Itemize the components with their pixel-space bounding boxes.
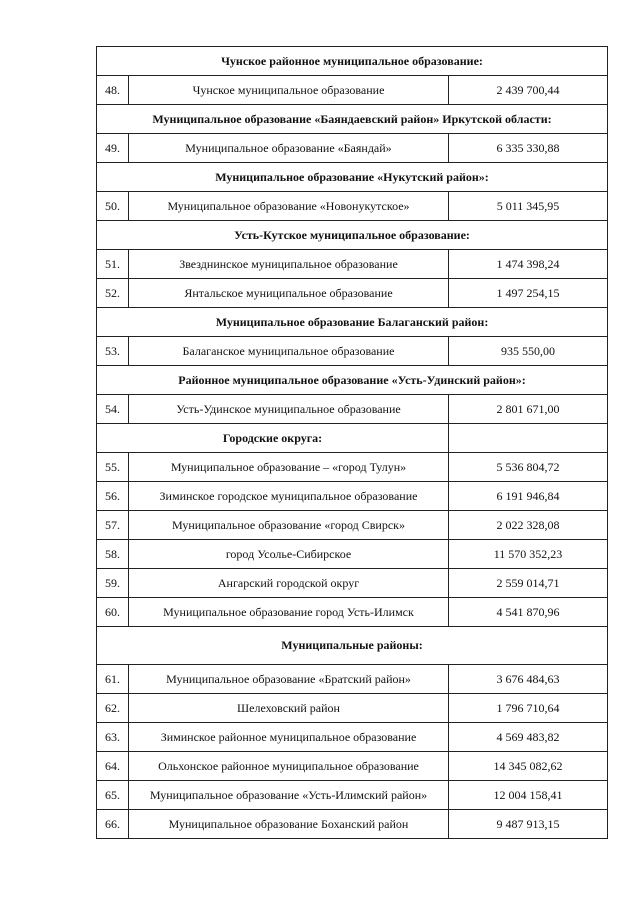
section-row: [97, 627, 608, 665]
row-amount: 2 022 328,08: [449, 511, 608, 540]
row-amount: 6 191 946,84: [449, 482, 608, 511]
row-number: 56.: [97, 482, 129, 511]
row-number: 62.: [97, 694, 129, 723]
row-number: 48.: [97, 76, 129, 105]
row-number: 65.: [97, 781, 129, 810]
row-number: 57.: [97, 511, 129, 540]
row-number: 49.: [97, 134, 129, 163]
row-amount: 12 004 158,41: [449, 781, 608, 810]
row-amount: 4 569 483,82: [449, 723, 608, 752]
section-title: Муниципальное образование «Нукутский район»:: [97, 163, 608, 192]
section-row: [97, 47, 608, 76]
section-row: [97, 366, 608, 395]
row-name: Зиминское городское муниципальное образование: [129, 482, 449, 511]
row-number: 50.: [97, 192, 129, 221]
section-title: Муниципальные районы:: [97, 627, 608, 665]
table-row: [97, 511, 608, 540]
row-name: Ольхонское районное муниципальное образование: [129, 752, 449, 781]
table-row: [97, 723, 608, 752]
row-number: 51.: [97, 250, 129, 279]
table-row: [97, 598, 608, 627]
row-name: Муниципальное образование «Братский район»: [129, 665, 449, 694]
row-amount: 9 487 913,15: [449, 810, 608, 839]
row-name: Муниципальное образование – «город Тулун»: [129, 453, 449, 482]
row-name: Звезднинское муниципальное образование: [129, 250, 449, 279]
row-name: Шелеховский район: [129, 694, 449, 723]
row-amount: 2 439 700,44: [449, 76, 608, 105]
row-number: 66.: [97, 810, 129, 839]
row-name: город Усолье-Сибирское: [129, 540, 449, 569]
row-number: 64.: [97, 752, 129, 781]
section-row: [97, 105, 608, 134]
row-amount: 14 345 082,62: [449, 752, 608, 781]
row-name: Муниципальное образование «Усть-Илимский район»: [129, 781, 449, 810]
row-amount: 11 570 352,23: [449, 540, 608, 569]
table-row: [97, 752, 608, 781]
row-name: Балаганское муниципальное образование: [129, 337, 449, 366]
row-number: 52.: [97, 279, 129, 308]
table-row: [97, 134, 608, 163]
row-name: Зиминское районное муниципальное образование: [129, 723, 449, 752]
row-amount: 1 796 710,64: [449, 694, 608, 723]
row-number: 54.: [97, 395, 129, 424]
row-number: 58.: [97, 540, 129, 569]
row-name: Янтальское муниципальное образование: [129, 279, 449, 308]
table-row: [97, 781, 608, 810]
section-title: Муниципальное образование Балаганский район:: [97, 308, 608, 337]
row-amount: 1 497 254,15: [449, 279, 608, 308]
table-body: [97, 47, 608, 839]
row-name: Муниципальное образование Боханский район: [129, 810, 449, 839]
row-amount: 935 550,00: [449, 337, 608, 366]
row-amount: 4 541 870,96: [449, 598, 608, 627]
section-row: [97, 163, 608, 192]
row-name: Муниципальное образование «Баяндай»: [129, 134, 449, 163]
table-row: [97, 694, 608, 723]
row-number: 61.: [97, 665, 129, 694]
row-number: 53.: [97, 337, 129, 366]
row-name: Муниципальное образование город Усть-Илимск: [129, 598, 449, 627]
empty-amount-cell: [449, 424, 608, 453]
table-row: [97, 665, 608, 694]
row-amount: 3 676 484,63: [449, 665, 608, 694]
table-row: [97, 250, 608, 279]
row-amount: 5 011 345,95: [449, 192, 608, 221]
row-amount: 6 335 330,88: [449, 134, 608, 163]
row-amount: 1 474 398,24: [449, 250, 608, 279]
section-row: [97, 308, 608, 337]
row-amount: 5 536 804,72: [449, 453, 608, 482]
row-number: 55.: [97, 453, 129, 482]
section-title: Чунское районное муниципальное образование:: [97, 47, 608, 76]
subsection-row: [97, 424, 608, 453]
row-number: 59.: [97, 569, 129, 598]
row-amount: 2 559 014,71: [449, 569, 608, 598]
table-row: [97, 810, 608, 839]
row-name: Ангарский городской округ: [129, 569, 449, 598]
table-row: [97, 192, 608, 221]
row-number: 63.: [97, 723, 129, 752]
subsection-title: Городские округа:: [97, 424, 449, 453]
section-row: [97, 221, 608, 250]
row-number: 60.: [97, 598, 129, 627]
section-title: Муниципальное образование «Баяндаевский район» Иркутской области:: [97, 105, 608, 134]
section-title: Усть-Кутское муниципальное образование:: [97, 221, 608, 250]
table-row: [97, 76, 608, 105]
allocation-table: [96, 46, 608, 839]
row-name: Муниципальное образование «город Свирск»: [129, 511, 449, 540]
table-row: [97, 569, 608, 598]
row-name: Чунское муниципальное образование: [129, 76, 449, 105]
row-amount: 2 801 671,00: [449, 395, 608, 424]
table-row: [97, 279, 608, 308]
row-name: Муниципальное образование «Новонукутское»: [129, 192, 449, 221]
table-row: [97, 540, 608, 569]
table-row: [97, 337, 608, 366]
section-title: Районное муниципальное образование «Усть-Удинский район»:: [97, 366, 608, 395]
table-row: [97, 453, 608, 482]
row-name: Усть-Удинское муниципальное образование: [129, 395, 449, 424]
table-row: [97, 395, 608, 424]
table-row: [97, 482, 608, 511]
